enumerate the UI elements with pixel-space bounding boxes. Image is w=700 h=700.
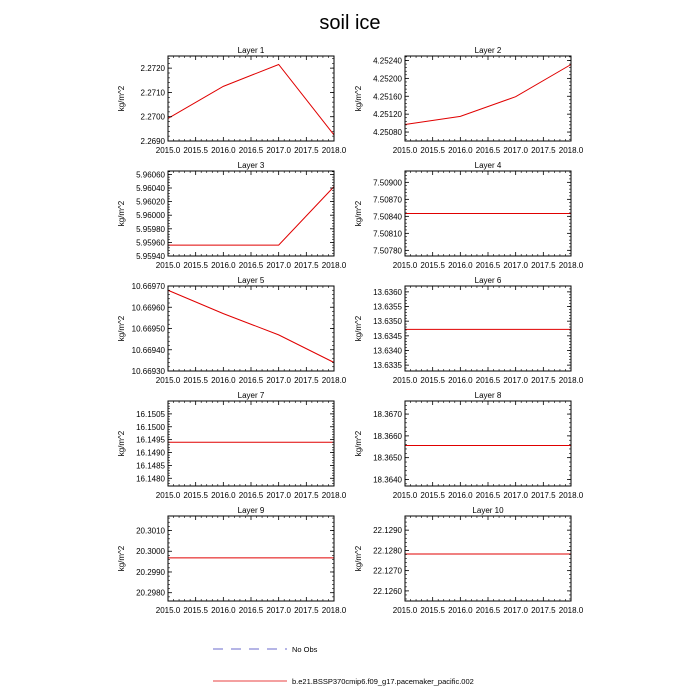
x-tick-label: 2016.5 [238,491,264,500]
series-line [168,187,334,245]
x-tick-label: 2017.0 [503,376,528,385]
y-tick-label: 18.3650 [373,453,402,463]
x-tick-label: 2017.0 [503,146,528,155]
x-tick-label: 2015.0 [392,146,418,155]
x-tick-label: 2015.0 [155,146,181,155]
x-tick-label: 2018.0 [321,606,347,615]
panel-layer-4 [354,161,584,270]
x-tick-label: 2016.0 [211,376,236,385]
y-tick-label: 7.50870 [373,195,402,205]
y-tick-label: 5.95940 [136,252,165,261]
x-tick-label: 2016.5 [475,146,501,155]
y-tick-label: 20.2980 [136,588,165,598]
y-tick-label: 13.6355 [373,302,402,312]
panel-layer-10 [354,506,584,615]
y-tick-label: 22.1270 [373,566,402,576]
x-tick-label: 2016.0 [448,606,473,615]
y-tick-label: 10.66950 [131,324,165,334]
x-tick-label: 2018.0 [321,146,347,155]
plot-frame [405,401,571,486]
y-axis-label: kg/m^2 [117,545,126,572]
y-tick-label: 22.1290 [373,526,402,536]
x-tick-label: 2017.5 [531,376,556,385]
y-tick-label: 5.95980 [136,224,165,234]
y-tick-label: 4.25200 [373,74,402,84]
x-tick-label: 2015.0 [392,491,418,500]
y-axis-label: kg/m^2 [354,85,363,112]
plot-frame [405,516,571,601]
series-line [168,290,334,362]
y-tick-label: 18.3670 [373,410,402,420]
x-tick-label: 2015.0 [392,376,418,385]
figure-title: soil ice [319,12,381,34]
x-tick-label: 2015.0 [392,261,418,270]
y-tick-label: 13.6340 [373,346,402,356]
panel-title: Layer 6 [474,276,502,285]
x-tick-label: 2017.0 [503,606,528,615]
panel-title: Layer 5 [237,276,265,285]
x-tick-label: 2015.5 [420,261,445,270]
x-tick-label: 2017.5 [531,606,556,615]
plot-frame [405,286,571,371]
x-tick-label: 2017.5 [294,261,319,270]
x-tick-label: 2015.0 [155,376,181,385]
y-tick-label: 5.96000 [136,211,165,221]
y-axis-label: kg/m^2 [354,315,363,342]
legend-item [213,645,318,654]
x-tick-label: 2018.0 [558,261,584,270]
x-tick-label: 2015.5 [420,376,445,385]
x-tick-label: 2018.0 [558,606,584,615]
y-tick-label: 2.2720 [140,64,165,74]
y-tick-label: 16.1490 [136,448,165,458]
y-axis-label: kg/m^2 [117,85,126,112]
y-tick-label: 16.1500 [136,422,165,432]
x-tick-label: 2018.0 [558,146,584,155]
y-tick-label: 13.6335 [373,361,402,371]
x-tick-label: 2017.5 [294,146,319,155]
panel-title: Layer 4 [474,161,502,170]
x-tick-label: 2016.5 [475,376,501,385]
panel-layer-8 [354,391,584,500]
y-tick-label: 5.96060 [136,170,165,180]
y-axis-label: kg/m^2 [117,430,126,457]
x-tick-label: 2015.5 [183,376,208,385]
x-tick-label: 2017.5 [531,146,556,155]
x-tick-label: 2017.5 [531,491,556,500]
x-tick-label: 2015.5 [183,491,208,500]
x-tick-label: 2018.0 [321,491,347,500]
y-tick-label: 4.25080 [373,128,402,138]
x-tick-label: 2015.5 [420,491,445,500]
x-tick-label: 2017.0 [266,376,291,385]
x-tick-label: 2017.5 [294,491,319,500]
y-tick-label: 10.66960 [131,303,165,313]
x-tick-label: 2016.0 [448,491,473,500]
x-tick-label: 2016.5 [238,146,264,155]
plot-frame [168,401,334,486]
series-line [405,65,571,125]
x-tick-label: 2017.0 [266,606,291,615]
x-tick-label: 2016.0 [211,146,236,155]
x-tick-label: 2017.5 [294,606,319,615]
x-tick-label: 2017.0 [503,261,528,270]
x-tick-label: 2017.5 [531,261,556,270]
x-tick-label: 2017.0 [266,261,291,270]
x-tick-label: 2016.0 [211,491,236,500]
panel-title: Layer 3 [237,161,265,170]
y-tick-label: 7.50900 [373,178,402,188]
y-tick-label: 4.25120 [373,110,402,120]
panel-layer-5 [117,276,347,385]
legend-label: No Obs [292,645,318,654]
y-axis-label: kg/m^2 [117,200,126,227]
panel-layer-1 [117,46,347,155]
x-tick-label: 2015.5 [420,146,445,155]
x-tick-label: 2016.0 [448,376,473,385]
y-tick-label: 20.2990 [136,567,165,577]
x-tick-label: 2016.5 [475,261,501,270]
y-tick-label: 2.2710 [140,88,165,98]
y-tick-label: 13.6345 [373,331,402,341]
y-tick-label: 2.2690 [140,137,165,146]
y-tick-label: 20.3000 [136,547,165,557]
y-tick-label: 5.95960 [136,238,165,248]
plot-frame [405,56,571,141]
x-tick-label: 2015.5 [183,606,208,615]
panel-layer-2 [354,46,584,155]
x-tick-label: 2015.0 [155,606,181,615]
y-tick-label: 22.1280 [373,546,402,556]
plot-frame [168,56,334,141]
x-tick-label: 2018.0 [321,261,347,270]
panel-grid [117,46,584,615]
x-tick-label: 2017.0 [503,491,528,500]
plot-frame [168,286,334,371]
panel-title: Layer 1 [237,46,265,55]
plot-frame [168,516,334,601]
x-tick-label: 2017.0 [266,491,291,500]
panel-title: Layer 2 [474,46,502,55]
x-tick-label: 2017.5 [294,376,319,385]
series-line [168,65,334,135]
y-tick-label: 18.3660 [373,431,402,441]
panel-title: Layer 7 [237,391,265,400]
x-tick-label: 2016.5 [475,606,501,615]
panel-layer-3 [117,161,347,270]
y-axis-label: kg/m^2 [354,200,363,227]
y-tick-label: 22.1260 [373,586,402,596]
x-tick-label: 2016.0 [448,146,473,155]
y-tick-label: 7.50780 [373,246,402,256]
x-tick-label: 2018.0 [558,376,584,385]
panel-layer-7 [117,391,347,500]
y-tick-label: 10.66930 [131,367,165,376]
y-tick-label: 5.96040 [136,184,165,193]
y-tick-label: 16.1495 [136,435,165,445]
panel-title: Layer 10 [472,506,504,515]
x-tick-label: 2018.0 [321,376,347,385]
y-axis-label: kg/m^2 [354,545,363,572]
legend-item [213,677,474,686]
y-tick-label: 18.3640 [373,475,402,485]
y-tick-label: 10.66940 [131,345,165,355]
x-tick-label: 2016.5 [238,376,264,385]
x-tick-label: 2015.5 [183,146,208,155]
panel-layer-9 [117,506,347,615]
y-tick-label: 5.96020 [136,197,165,207]
y-tick-label: 7.50840 [373,212,402,222]
y-tick-label: 4.25240 [373,56,402,66]
y-tick-label: 16.1480 [136,474,165,484]
x-tick-label: 2016.0 [211,606,236,615]
x-tick-label: 2015.0 [392,606,418,615]
y-tick-label: 13.6360 [373,287,402,297]
x-tick-label: 2015.5 [183,261,208,270]
panel-title: Layer 8 [474,391,502,400]
legend [213,645,474,686]
x-tick-label: 2015.0 [155,491,181,500]
x-tick-label: 2018.0 [558,491,584,500]
y-tick-label: 13.6350 [373,317,402,327]
x-tick-label: 2016.5 [475,491,501,500]
x-tick-label: 2015.5 [420,606,445,615]
panel-layer-6 [354,276,584,385]
y-tick-label: 16.1505 [136,409,165,419]
x-tick-label: 2015.0 [155,261,181,270]
y-axis-label: kg/m^2 [117,315,126,342]
y-tick-label: 20.3010 [136,526,165,536]
x-tick-label: 2017.0 [266,146,291,155]
y-axis-label: kg/m^2 [354,430,363,457]
legend-label: b.e21.BSSP370cmip6.f09_g17.pacemaker_pacific.002 [292,677,474,686]
x-tick-label: 2016.0 [211,261,236,270]
y-tick-label: 7.50810 [373,229,402,239]
y-tick-label: 10.66970 [131,282,165,291]
x-tick-label: 2016.5 [238,261,264,270]
y-tick-label: 16.1485 [136,461,165,471]
panel-title: Layer 9 [237,506,265,515]
y-tick-label: 4.25160 [373,92,402,102]
y-tick-label: 2.2700 [140,112,165,122]
x-tick-label: 2016.5 [238,606,264,615]
x-tick-label: 2016.0 [448,261,473,270]
